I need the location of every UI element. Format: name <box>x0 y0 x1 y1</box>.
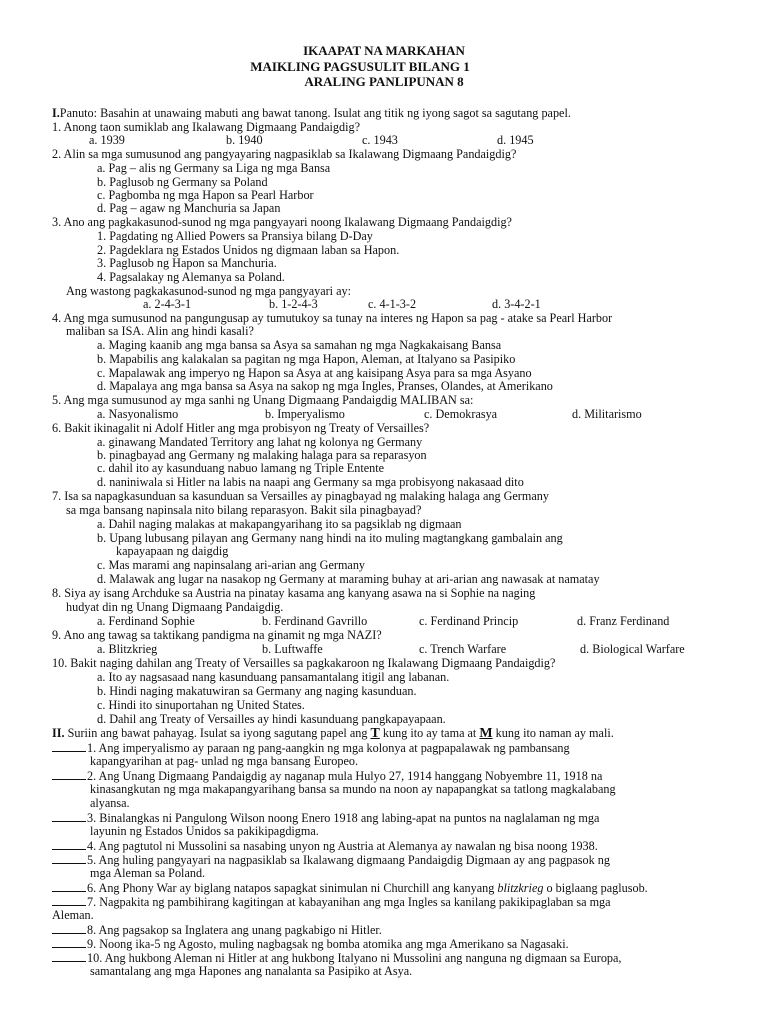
q3-option-a: a. 2-4-3-1 <box>143 297 192 311</box>
part2-instruction-a: Suriin ang bawat pahayag. Isulat sa iyong sagutang papel ang <box>64 726 371 740</box>
statement-2 <box>52 769 602 783</box>
statement-5-cont: mga Aleman sa Poland. <box>90 866 206 880</box>
answer-blank[interactable] <box>52 741 86 752</box>
q2-option-d: d. Pag – agaw ng Manchuria sa Japan <box>97 201 281 215</box>
q10-option-d: d. Dahil ang Treaty of Versailles ay hindi kasunduang pangkapayapaan. <box>97 712 446 726</box>
statement-8-text: 8. Ang pagsakop sa Inglatera ang unang pagkabigo ni Hitler. <box>87 923 382 937</box>
q2-option-a: a. Pag – alis ng Germany sa Liga ng mga Bansa <box>97 161 331 175</box>
part2-label: II. <box>52 726 65 740</box>
q5-stem: 5. Ang mga sumusunod ay mga sanhi ng Unang Digmaang Pandaigdig MALIBAN sa: <box>52 393 474 407</box>
q5-option-a: a. Nasyonalismo <box>97 407 179 421</box>
q2-stem: 2. Alin sa mga sumusunod ang pangyayaring nagpasiklab sa Ikalawang Digmaang Pandaigdig? <box>52 147 517 161</box>
part2-instruction <box>52 727 614 740</box>
part2-instruction-c: kung ito naman ay mali. <box>492 726 614 740</box>
q3-item-3: 3. Paglusob ng Hapon sa Manchuria. <box>97 256 277 270</box>
q7-option-d: d. Malawak ang lugar na nasakop ng Germany at maraming buhay at ari-arian ang nawasak at namatay <box>97 572 600 586</box>
q1-stem: 1. Anong taon sumiklab ang Ikalawang Digmaang Pandaigdig? <box>52 120 361 134</box>
statement-1 <box>52 741 570 755</box>
q8-stem-line1: 8. Siya ay isang Archduke sa Austria na pinatay kasama ang kanyang asawa na si Sophie na naging <box>52 586 536 600</box>
statement-6 <box>52 881 648 895</box>
q7-stem-line1: 7. Isa sa napagkasunduan sa kasunduan sa Versailles ay pinagbayad ng malaking halaga ang Germany <box>52 489 549 503</box>
answer-blank[interactable] <box>52 839 86 850</box>
statement-4 <box>52 839 598 853</box>
statement-1-text: 1. Ang imperyalismo ay paraan ng pang-aangkin ng mga kolonya at pagpapalawak ng pambansang <box>87 741 570 755</box>
q4-option-a: a. Maging kaanib ang mga bansa sa Asya sa samahan ng mga Nagkakaisang Bansa <box>97 338 502 352</box>
statement-3-text: 3. Binalangkas ni Pangulong Wilson noong Enero 1918 ang labing-apat na puntos na naglalaman ng mga <box>87 811 600 825</box>
q4-stem-line1: 4. Ang mga sumusunod na pangungusap ay tumutukoy sa tunay na interes ng Hapon sa pag - atake sa Pearl Harbor <box>52 311 613 325</box>
q9-option-d: d. Biological Warfare <box>580 642 685 656</box>
statement-2-text: 2. Ang Unang Digmaang Pandaigdig ay naganap mula Hulyo 27, 1914 hanggang Nobyembre 11, 1918 na <box>87 769 603 783</box>
answer-blank[interactable] <box>52 895 86 906</box>
answer-blank[interactable] <box>52 769 86 780</box>
statement-6-text-end: o biglaang paglusob. <box>543 881 648 895</box>
answer-blank[interactable] <box>52 853 86 864</box>
q7-option-b-line2: kapayapaan ng daigdig <box>116 544 229 558</box>
statement-9 <box>52 937 569 951</box>
q1-option-d: d. 1945 <box>497 133 534 147</box>
true-letter: T <box>370 726 380 741</box>
answer-blank[interactable] <box>52 937 86 948</box>
statement-10-cont: samantalang ang mga Hapones ang nanalanta sa Pasipiko at Asya. <box>90 964 413 978</box>
statement-3-cont: layunin ng Estados Unidos sa pakikipagdigma. <box>90 824 319 838</box>
q7-option-a: a. Dahil naging malakas at makapangyarihang ito sa pagsiklab ng digmaan <box>97 517 462 531</box>
subject-heading: ARALING PANLIPUNAN 8 <box>304 74 464 89</box>
statement-2-cont2: alyansa. <box>90 796 130 810</box>
q3-stem: 3. Ano ang pagkakasunod-sunod ng mga pangyayari noong Ikalawang Digmaang Pandaigdig? <box>52 215 512 229</box>
q5-option-b: b. Imperyalismo <box>265 407 345 421</box>
statement-10-text: 10. Ang hukbong Aleman ni Hitler at ang hukbong Italyano ni Mussolini ang nanguna ng digmaan sa Europa, <box>87 951 622 965</box>
q3-option-c: c. 4-1-3-2 <box>368 297 417 311</box>
q4-option-c: c. Mapalawak ang imperyo ng Hapon sa Asya at ang kaisipang Asya para sa mga Asyano <box>97 366 532 380</box>
statement-1-cont: kapangyarihan at pag- unlad ng mga bansang Europeo. <box>90 754 359 768</box>
q8-option-a: a. Ferdinand Sophie <box>97 614 195 628</box>
q6-option-a: a. ginawang Mandated Territory ang lahat ng kolonya ng Germany <box>97 435 423 449</box>
q4-option-d: d. Mapalaya ang mga bansa sa Asya na sakop ng mga Ingles, Pranses, Olandes, at Amerikano <box>97 379 553 393</box>
quarter-heading: IKAAPAT NA MARKAHAN <box>303 43 465 58</box>
part1-instruction-text: Panuto: Basahin at unawaing mabuti ang bawat tanong. Isulat ang titik ng iyong sagot sa sagutang papel. <box>59 106 571 120</box>
answer-blank[interactable] <box>52 811 86 822</box>
q8-option-b: b. Ferdinand Gavrillo <box>262 614 368 628</box>
answer-blank[interactable] <box>52 923 86 934</box>
q5-option-d: d. Militarismo <box>572 407 642 421</box>
statement-7-cont: Aleman. <box>52 908 94 922</box>
q3-option-b: b. 1-2-4-3 <box>269 297 318 311</box>
part1-instruction <box>52 107 571 120</box>
q4-option-b: b. Mapabilis ang kalakalan sa pagitan ng mga Hapon, Aleman, at Italyano sa Pasipiko <box>97 352 516 366</box>
q6-option-c: c. dahil ito ay kasunduang nabuo lamang ng Triple Entente <box>97 461 385 475</box>
false-letter: M <box>479 726 493 741</box>
statement-4-text: 4. Ang pagtutol ni Mussolini sa nasabing unyon ng Austria at Alemanya ay nawalan ng bisa noong 1938. <box>87 839 598 853</box>
q10-option-a: a. Ito ay nagsasaad nang kasunduang pansamantalang itigil ang labanan. <box>97 670 450 684</box>
statement-6-italic: blitzkrieg <box>497 881 544 895</box>
statement-8 <box>52 923 382 937</box>
q8-option-c: c. Ferdinand Princip <box>419 614 519 628</box>
q1-option-a: a. 1939 <box>89 133 125 147</box>
q7-option-c: c. Mas marami ang napinsalang ari-arian ang Germany <box>97 558 366 572</box>
q9-stem: 9. Ano ang tawag sa taktikang pandigma na ginamit ng mga NAZI? <box>52 628 382 642</box>
q10-option-c: c. Hindi ito sinuportahan ng United States. <box>97 698 305 712</box>
q3-item-1: 1. Pagdating ng Allied Powers sa Pransiya bilang D-Day <box>97 229 373 243</box>
q8-option-d: d. Franz Ferdinand <box>577 614 670 628</box>
q3-item-4: 4. Pagsalakay ng Alemanya sa Poland. <box>97 270 285 284</box>
q10-option-b: b. Hindi naging makatuwiran sa Germany ang naging kasunduan. <box>97 684 417 698</box>
statement-7-text: 7. Nagpakita ng pambihirang kagitingan at kabayanihan ang mga Ingles sa kanilang pakikipaglaban sa mga <box>87 895 611 909</box>
part2-instruction-b: kung ito ay tama at <box>379 726 480 740</box>
q1-option-c: c. 1943 <box>362 133 398 147</box>
q8-stem-line2: hudyat din ng Unang Digmaang Pandaigdig. <box>66 600 284 614</box>
statement-5 <box>52 853 610 867</box>
quiz-number-heading: MAIKLING PAGSUSULIT BILANG 1 <box>250 59 470 74</box>
q6-option-b: b. pinagbayad ang Germany ng malaking halaga para sa reparasyon <box>97 448 427 462</box>
q9-option-c: c. Trench Warfare <box>419 642 507 656</box>
q10-stem: 10. Bakit naging dahilan ang Treaty of Versailles sa pagkakaroon ng Ikalawang Digmaang Pandaigdig? <box>52 656 556 670</box>
statement-10 <box>52 951 621 965</box>
q4-stem-line2: maliban sa ISA. Alin ang hindi kasali? <box>66 324 254 338</box>
q3-item-2: 2. Pagdeklara ng Estados Unidos ng digmaan laban sa Hapon. <box>97 243 400 257</box>
statement-6-text: 6. Ang Phony War ay biglang natapos sapagkat sinimulan ni Churchill ang kanyang <box>87 881 498 895</box>
statement-7 <box>52 895 611 909</box>
part1-label: I. <box>52 106 60 120</box>
q7-option-b-line1: b. Upang lubusang pilayan ang Germany nang hindi na ito muling magtangkang gambalain ang <box>97 531 563 545</box>
q3-option-d: d. 3-4-2-1 <box>492 297 541 311</box>
q1-option-b: b. 1940 <box>226 133 263 147</box>
statement-9-text: 9. Noong ika-5 ng Agosto, muling nagbagsak ng bomba atomika ang mga Amerikano sa Nagasaki. <box>87 937 569 951</box>
q3-subquestion: Ang wastong pagkakasunod-sunod ng mga pangyayari ay: <box>66 284 351 298</box>
q2-option-b: b. Paglusob ng Germany sa Poland <box>97 175 268 189</box>
q6-stem: 6. Bakit ikinagalit ni Adolf Hitler ang mga probisyon ng Treaty of Versailles? <box>52 421 430 435</box>
statement-5-text: 5. Ang huling pangyayari na nagpasiklab sa Ikalawang digmaang Pandaigdig Digmaan ay ang pagpasok ng <box>87 853 610 867</box>
answer-blank[interactable] <box>52 951 86 962</box>
q9-option-b: b. Luftwaffe <box>262 642 323 656</box>
q7-stem-line2: sa mga bansang napinsala nito bilang reparasyon. Bakit sila pinagbayad? <box>66 503 422 517</box>
statement-3 <box>52 811 599 825</box>
q9-option-a: a. Blitzkrieg <box>97 642 158 656</box>
q6-option-d: d. naniniwala si Hitler na labis na naapi ang Germany sa mga probisyong nakasaad dito <box>97 475 524 489</box>
answer-blank[interactable] <box>52 881 86 892</box>
q2-option-c: c. Pagbomba ng mga Hapon sa Pearl Harbor <box>97 188 314 202</box>
q5-option-c: c. Demokrasya <box>424 407 498 421</box>
statement-2-cont1: kinasangkutan ng mga makapangyarihang bansa sa mundo na noon ay napapangkat sa tatlong magkalabang <box>90 782 616 796</box>
